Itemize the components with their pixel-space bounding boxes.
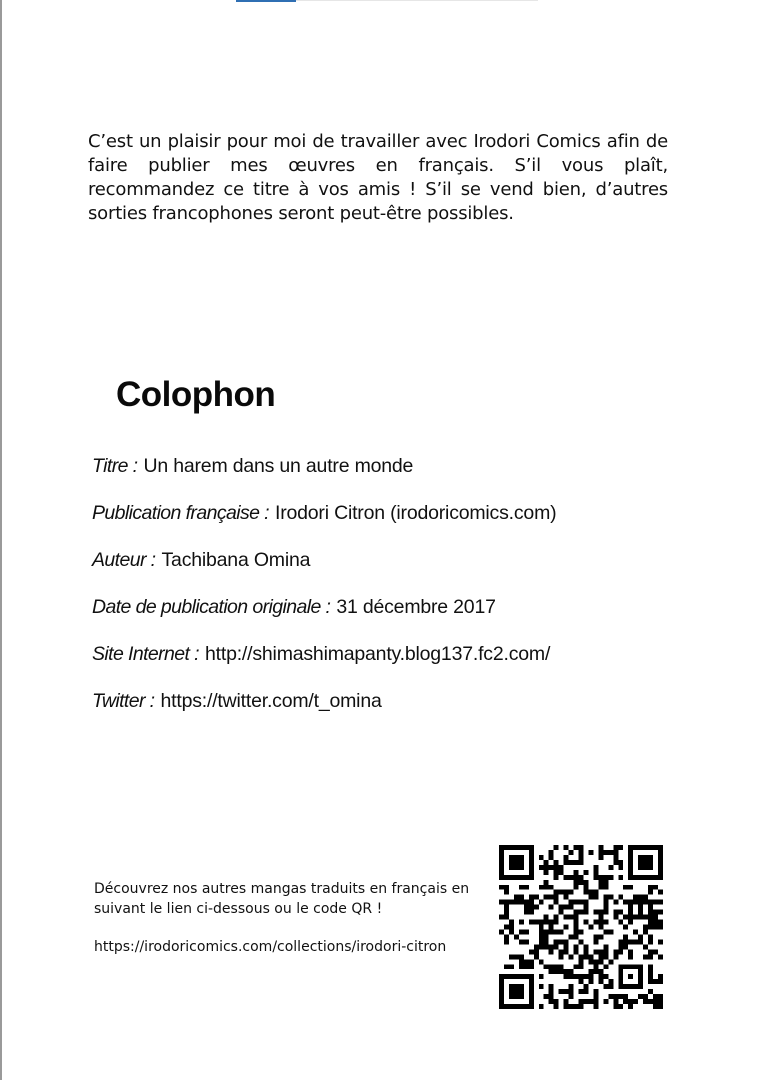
info-value: Irodori Citron (irodoricomics.com)	[274, 502, 557, 524]
info-label: Date de publication originale :	[92, 596, 331, 618]
twitter-link[interactable]: https://twitter.com/t_omina	[160, 690, 382, 712]
info-label: Titre :	[92, 455, 138, 477]
info-row-website	[92, 641, 732, 688]
collection-link[interactable]: https://irodoricomics.com/collections/irodori-citron	[94, 939, 447, 955]
info-row-twitter	[92, 688, 732, 735]
qr-code-icon[interactable]	[499, 845, 663, 1009]
scroll-progress-indicator	[236, 0, 296, 2]
info-label: Auteur :	[92, 549, 156, 571]
info-row-publisher	[92, 500, 732, 547]
colophon-info-list	[92, 453, 732, 735]
promo-block	[94, 879, 494, 957]
info-value: Tachibana Omina	[161, 549, 311, 571]
author-message: C’est un plaisir pour moi de travailler avec Irodori Comics afin de faire publier mes œuvres en français. S’il vous plaît, recommandez ce titre à vos amis ! S’il se vend bien, d’autres sorties francophones seront peut-être possibles.	[88, 131, 668, 224]
colophon-heading: Colophon	[116, 375, 276, 414]
info-row-date	[92, 594, 732, 641]
info-value: Un harem dans un autre monde	[143, 455, 414, 477]
info-row-title	[92, 453, 732, 500]
website-link[interactable]: http://shimashimapanty.blog137.fc2.com/	[204, 643, 551, 665]
info-label: Twitter :	[92, 690, 155, 712]
promo-line-2: suivant le lien ci-dessous ou le code QR !	[94, 901, 383, 917]
info-label: Site Internet :	[92, 643, 199, 665]
info-row-author	[92, 547, 732, 594]
page-edge-divider	[0, 0, 2, 1080]
info-label: Publication française :	[92, 502, 269, 524]
promo-line-1: Découvrez nos autres mangas traduits en français en	[94, 881, 470, 897]
info-value: 31 décembre 2017	[336, 596, 496, 618]
